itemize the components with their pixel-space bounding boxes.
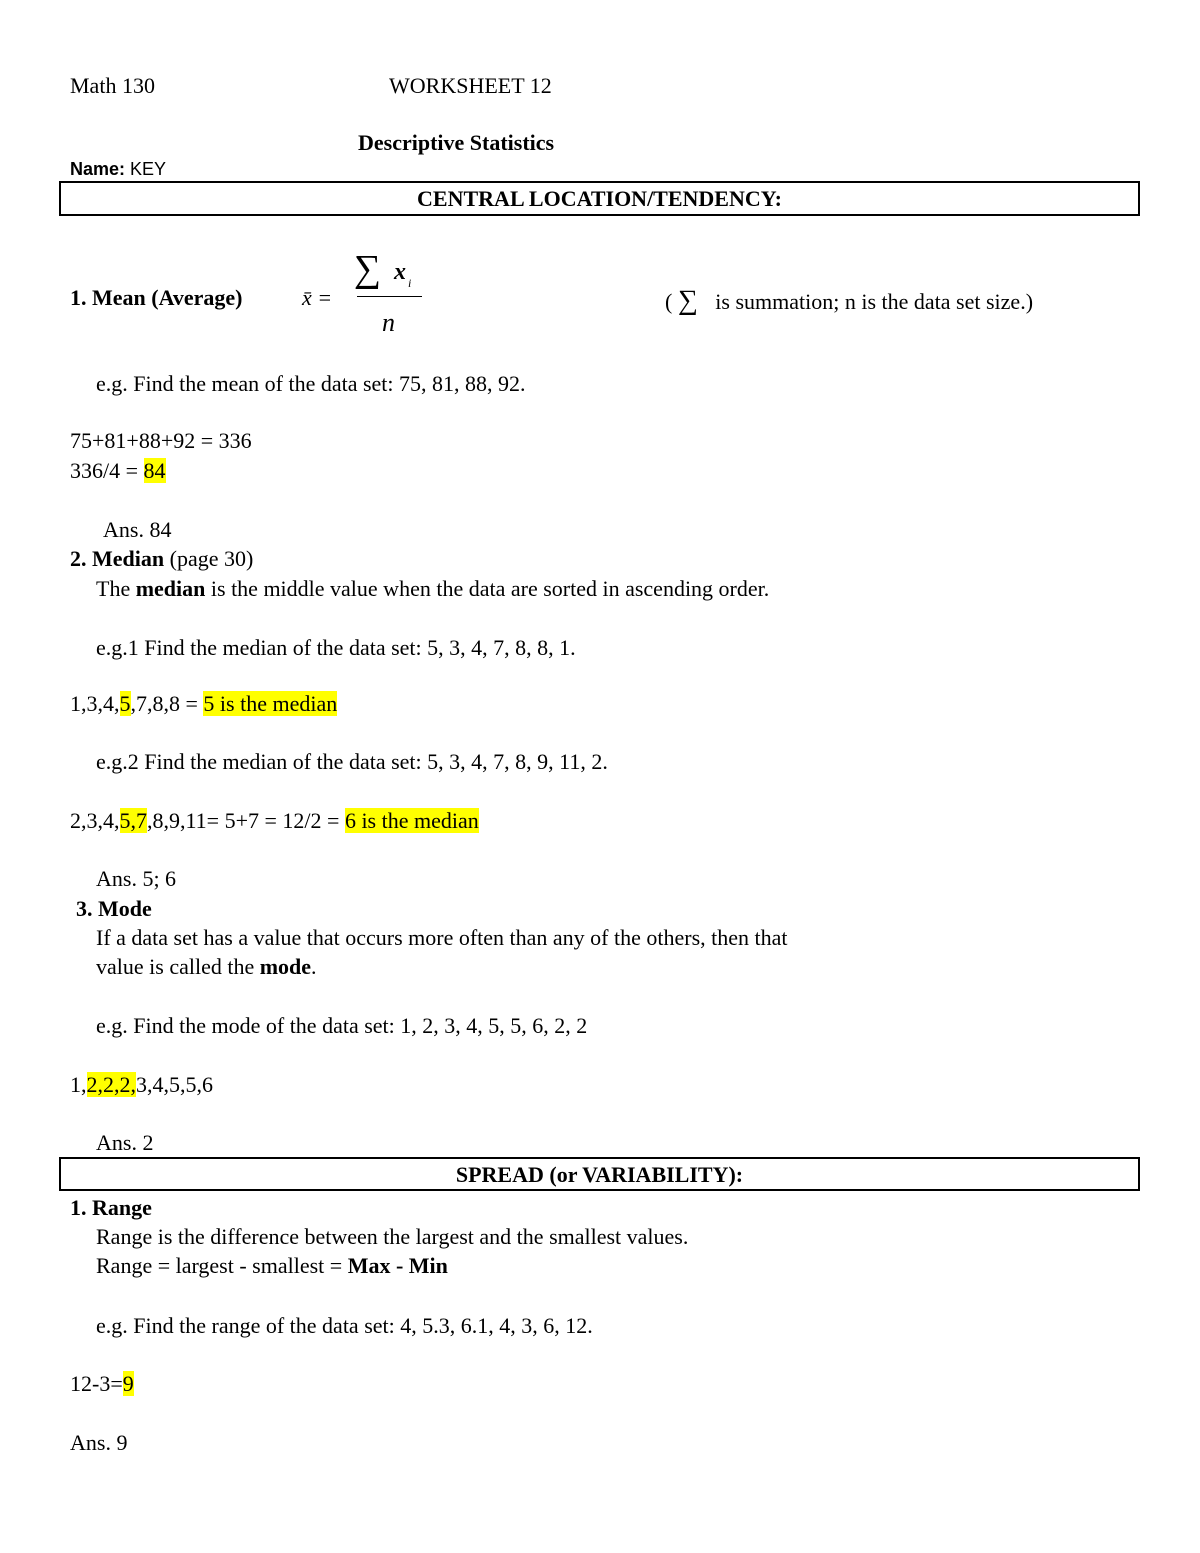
median-subtitle: (page 30) bbox=[169, 546, 254, 571]
range-definition-1: Range is the difference between the largest and the smallest values. bbox=[96, 1224, 689, 1249]
median-work-2-highlight: 5,7 bbox=[119, 808, 147, 833]
median-work-1-b: ,7,8,8 = bbox=[130, 691, 204, 716]
fraction-bar bbox=[357, 296, 422, 297]
median-work-1-highlight: 5 bbox=[119, 691, 131, 716]
median-work-2-a: 2,3,4, bbox=[70, 808, 120, 833]
mode-title: Mode bbox=[98, 896, 152, 921]
mode-number: 3. bbox=[76, 896, 93, 921]
mode-answer: Ans. 2 bbox=[96, 1130, 154, 1155]
mode-heading bbox=[76, 898, 152, 920]
range-def-pre: Range = largest - smallest = bbox=[96, 1253, 348, 1278]
median-answer: Ans. 5; 6 bbox=[96, 866, 177, 891]
name-value: KEY bbox=[130, 159, 167, 179]
median-definition bbox=[96, 578, 769, 600]
note-text: is summation; n is the data set size.) bbox=[715, 289, 1034, 314]
mode-example: e.g. Find the mode of the data set: 1, 2, 3, 4, 5, 5, 6, 2, 2 bbox=[96, 1013, 588, 1038]
page-title: Descriptive Statistics bbox=[358, 130, 555, 155]
formula-note bbox=[665, 287, 1033, 315]
mode-definition-1: If a data set has a value that occurs more often than any of the others, then that bbox=[96, 925, 788, 950]
mean-title: Mean bbox=[92, 285, 146, 310]
range-work-text: 12-3= bbox=[70, 1371, 123, 1396]
name-line bbox=[70, 160, 166, 178]
mean-result-highlight: 84 bbox=[143, 458, 166, 483]
sigma-symbol: ∑ bbox=[354, 248, 382, 290]
mode-work-highlight: 2,2,2, bbox=[86, 1072, 136, 1097]
mean-example: e.g. Find the mean of the data set: 75, 81, 88, 92. bbox=[96, 371, 526, 396]
mean-number: 1. bbox=[70, 285, 87, 310]
range-title: Range bbox=[92, 1195, 152, 1220]
median-work-2-b: ,8,9,11= 5+7 = 12/2 = bbox=[147, 808, 345, 833]
mode-def-pre: value is called the bbox=[96, 954, 260, 979]
formula-denominator: n bbox=[382, 308, 395, 337]
mode-work-a: 1, bbox=[70, 1072, 87, 1097]
mode-definition-2 bbox=[96, 956, 317, 978]
median-title: Median bbox=[92, 546, 165, 571]
range-work bbox=[70, 1373, 134, 1395]
range-number: 1. bbox=[70, 1195, 87, 1220]
mean-heading bbox=[70, 287, 242, 309]
range-definition-2 bbox=[96, 1255, 448, 1277]
median-work-1 bbox=[70, 693, 337, 715]
median-result-1-highlight: 5 is the median bbox=[203, 691, 338, 716]
mode-work-b: 3,4,5,5,6 bbox=[136, 1072, 213, 1097]
worksheet-label: WORKSHEET 12 bbox=[389, 73, 552, 98]
median-def-post: is the middle value when the data are sorted in ascending order. bbox=[205, 576, 770, 601]
median-result-2-highlight: 6 is the median bbox=[344, 808, 479, 833]
mode-def-bold: mode bbox=[259, 954, 312, 979]
range-answer: Ans. 9 bbox=[70, 1430, 128, 1455]
formula-subscript-i: i bbox=[408, 276, 412, 290]
median-work-1-a: 1,3,4, bbox=[70, 691, 120, 716]
mean-work-2-text: 336/4 = bbox=[70, 458, 144, 483]
range-def-bold: Max - Min bbox=[347, 1253, 448, 1278]
note-sigma: ∑ bbox=[677, 285, 698, 316]
median-heading bbox=[70, 548, 253, 570]
median-number: 2. bbox=[70, 546, 87, 571]
median-def-bold: median bbox=[135, 576, 206, 601]
range-heading bbox=[70, 1197, 152, 1219]
central-section-header: CENTRAL LOCATION/TENDENCY: bbox=[59, 181, 1140, 216]
mean-work-1: 75+81+88+92 = 336 bbox=[70, 428, 252, 453]
mean-answer: Ans. 84 bbox=[103, 517, 172, 542]
range-result-highlight: 9 bbox=[122, 1371, 134, 1396]
name-label: Name: bbox=[70, 159, 126, 179]
median-example-1: e.g.1 Find the median of the data set: 5, 3, 4, 7, 8, 8, 1. bbox=[96, 635, 576, 660]
note-open-paren: ( bbox=[665, 289, 673, 314]
spread-section-header: SPREAD (or VARIABILITY): bbox=[59, 1157, 1140, 1191]
median-example-2: e.g.2 Find the median of the data set: 5, 3, 4, 7, 8, 9, 11, 2. bbox=[96, 749, 608, 774]
range-example: e.g. Find the range of the data set: 4, 5.3, 6.1, 4, 3, 6, 12. bbox=[96, 1313, 593, 1338]
mode-def-post: . bbox=[311, 954, 317, 979]
mode-work bbox=[70, 1074, 213, 1096]
course-label: Math 130 bbox=[70, 73, 155, 98]
median-def-pre: The bbox=[96, 576, 136, 601]
median-work-2 bbox=[70, 810, 479, 832]
formula-x: x bbox=[394, 259, 406, 285]
mean-subtitle: (Average) bbox=[151, 285, 243, 310]
mean-work-2 bbox=[70, 460, 166, 482]
mean-formula-lhs: x̄ = bbox=[302, 285, 333, 310]
